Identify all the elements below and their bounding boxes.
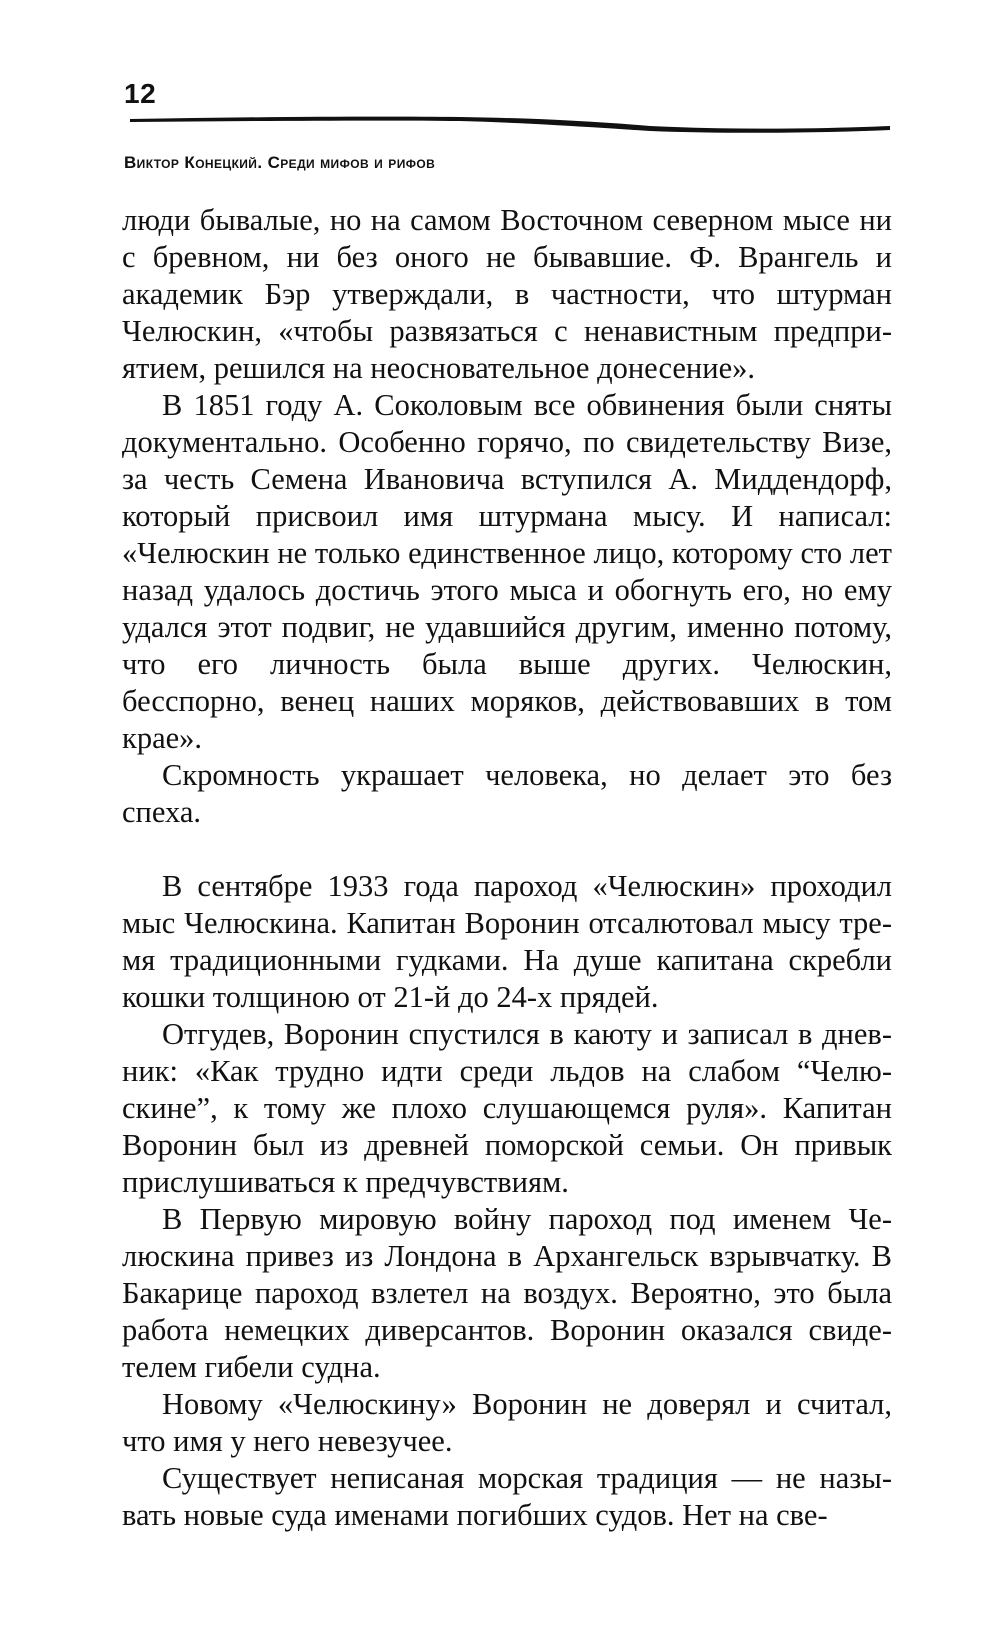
paragraph: В 1851 году А. Соколовым все обвинения были сняты документально. Особенно горячо, по свидетельству Визе, за честь Семена Ивановича вступился А. Миддендорф, который присвоил имя штурмана мысу. И написал: «Челюскин не только единственное лицо, которому сто лет назад удалось достичь этого мыса и обогнуть его, но ему удался этот подвиг, не удавшийся другим, именно потому, что его личность была выше других. Челюскин, бесспорно, венец наших моряков, действовавших в том крае». <box>122 388 892 755</box>
paragraph: Скромность украшает человека, но делает это без спеха. <box>122 758 892 829</box>
section-break <box>122 831 892 868</box>
page-number: 12 <box>124 78 157 109</box>
paragraph: люди бывалые, но на самом Восточном северном мысе ни с бревном, ни без оного не бывавшие. Ф. Врангель и академик Бэр утверждали, в частности, что штурман Челюскин, «чтобы развязаться с ненавистным предприятием, решился на неосновательное донесение». <box>122 203 892 385</box>
paragraph: Существует неписаная морская традиция — не называть новые суда именами погибших судов. Нет на све- <box>122 1461 892 1532</box>
paragraph: Новому «Челюскину» Воронин не доверял и считал, что имя у него невезучее. <box>122 1387 892 1458</box>
paragraph: Отгудев, Воронин спустился в каюту и записал в дневник: «Как трудно идти среди льдов на слабом “Челюскине”, к тому же плохо слушающемся руля». Капитан Воронин был из древней поморской семьи. Он привык прислушиваться к предчувствиям. <box>122 1017 892 1199</box>
header-rule <box>130 112 890 142</box>
main-text <box>122 202 892 1534</box>
paragraph: В сентябре 1933 года пароход «Челюскин» проходил мыс Челюскина. Капитан Воронин отсалютовал мысу тремя традиционными гудками. На душе капитана скребли кошки толщиною от 21-й до 24-х прядей. <box>122 869 892 1014</box>
running-head: Виктор Конецкий. Среди мифов и рифов <box>124 153 436 172</box>
paragraph: В Первую мировую войну пароход под именем Челюскина привез из Лондона в Архангельск взрывчатку. В Бакарице пароход взлетел на воздух. Вероятно, это была работа немецких диверсантов. Воронин оказался свидетелем гибели судна. <box>122 1202 892 1384</box>
